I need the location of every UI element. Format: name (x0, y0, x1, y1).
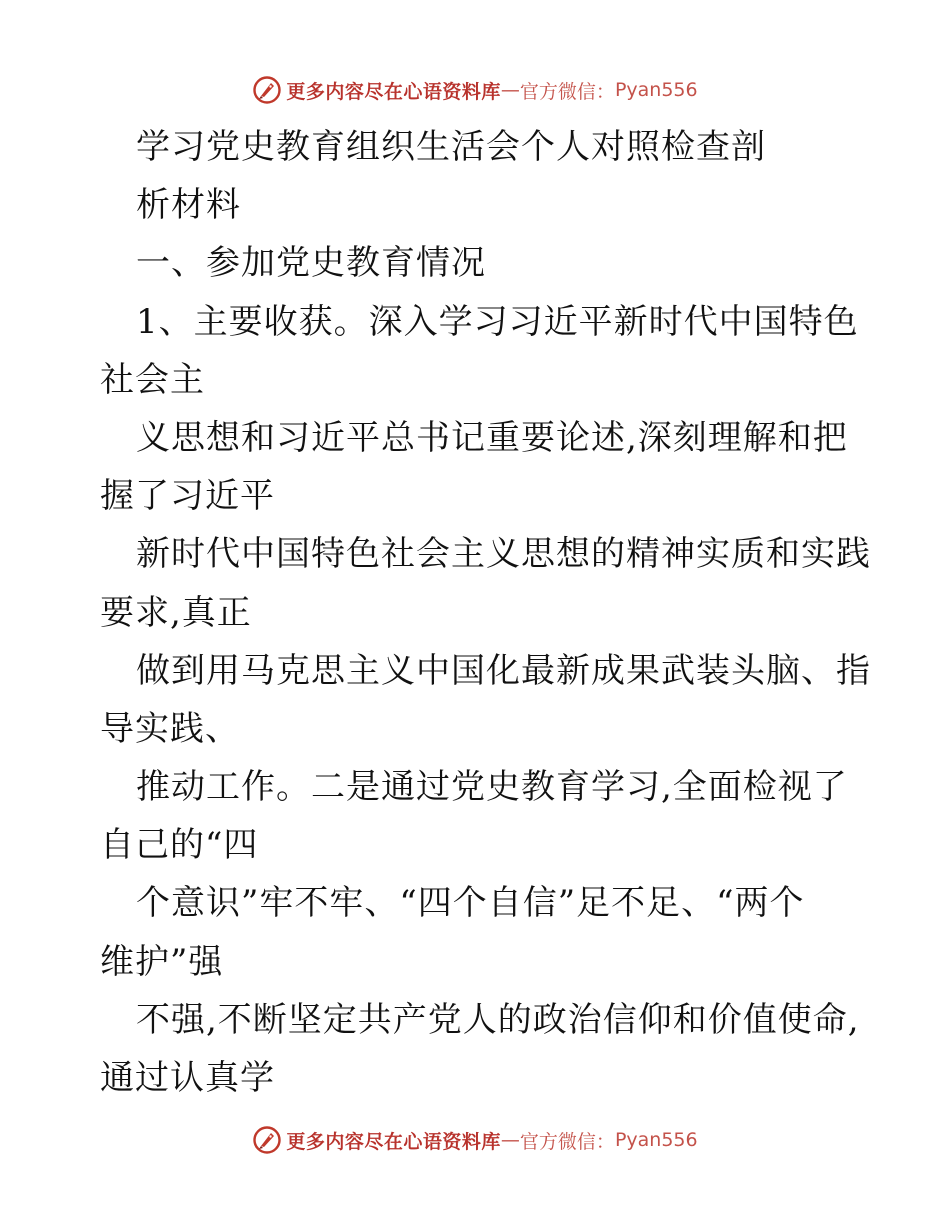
paragraph-line: 义思想和习近平总书记重要论述,深刻理解和把 (136, 417, 848, 458)
brand-text: 更多内容尽在心语资料库 (286, 1130, 501, 1153)
paragraph-line: 推动工作。二是通过党史教育学习,全面检视了 (136, 767, 848, 808)
paragraph-line: 做到用马克思主义中国化最新成果武装头脑、指 (136, 650, 871, 691)
banner-separator: — (500, 79, 520, 101)
footer-watermark-banner (0, 1120, 950, 1160)
banner-separator: — (500, 1129, 520, 1151)
paragraph-line: 维护”强 (100, 941, 224, 982)
paragraph-line: 导实践、 (100, 708, 240, 749)
pen-nib-logo-icon (252, 75, 282, 105)
wechat-id: Pyan556 (614, 1129, 698, 1151)
paragraph-line: 不强,不断坚定共产党人的政治信仰和价值使命, (136, 999, 860, 1040)
document-body (100, 118, 871, 1107)
paragraph-line: 社会主 (100, 359, 205, 400)
paragraph-line: 新时代中国特色社会主义思想的精神实质和实践 (136, 534, 871, 575)
document-title-line-2: 析材料 (136, 185, 241, 226)
brand-text: 更多内容尽在心语资料库 (286, 80, 501, 103)
wechat-label: 官方微信： (519, 80, 615, 103)
paragraph-line: 要求,真正 (100, 592, 252, 633)
paragraph-line: 个意识”牢不牢、“四个自信”足不足、“两个 (136, 883, 805, 924)
section-heading: 一、参加党史教育情况 (136, 243, 486, 284)
wechat-id: Pyan556 (614, 79, 698, 101)
paragraph-line: 1、主要收获。深入学习习近平新时代中国特色 (136, 301, 859, 342)
paragraph-line: 通过认真学 (100, 1058, 275, 1098)
header-watermark-banner (0, 70, 950, 110)
paragraph-line: 自己的“四 (100, 825, 259, 866)
wechat-label: 官方微信： (519, 1130, 615, 1153)
paragraph-line: 握了习近平 (100, 476, 275, 517)
pen-nib-logo-icon (252, 1125, 282, 1155)
document-title-line-1: 学习党史教育组织生活会个人对照检查剖 (136, 127, 766, 167)
